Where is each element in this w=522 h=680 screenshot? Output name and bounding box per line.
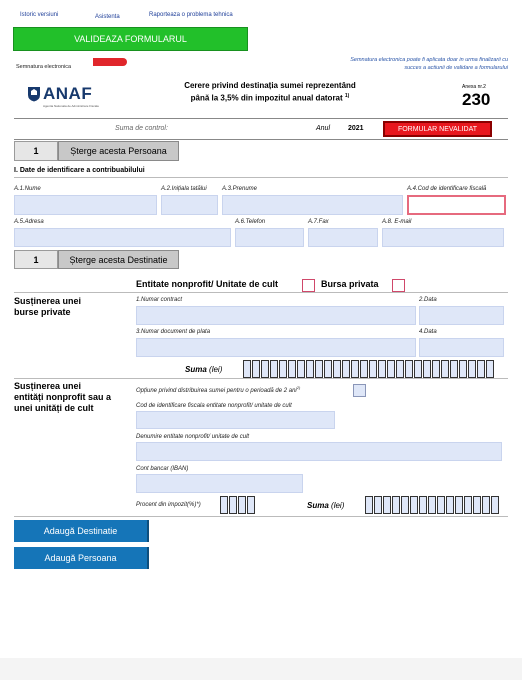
year-value: 2021 — [348, 125, 364, 132]
divider-bottom — [14, 516, 508, 517]
iban-label: Cont bancar (IBAN) — [136, 466, 189, 472]
anaf-logo — [27, 84, 107, 110]
year-label: Anul — [316, 125, 331, 132]
email-label: A.8. E-mail — [382, 219, 412, 225]
prenume-input[interactable] — [222, 195, 403, 215]
divider-entitate — [14, 378, 508, 379]
bursa-option-label: Bursa privata — [321, 279, 379, 289]
form-title-footnote: 1) — [344, 93, 350, 99]
add-persoana-button[interactable]: Adaugă Persoana — [14, 547, 149, 569]
fax-label: A.7.Fax — [308, 219, 329, 225]
entitate-suma-label: Suma (lei) — [307, 501, 345, 510]
form-title-line2: până la 3,5% din impozitul anual datorat — [190, 93, 343, 103]
divider-top — [14, 118, 508, 119]
fax-input[interactable] — [308, 228, 378, 247]
bursa-section-title: Susținerea unei burse private — [14, 296, 82, 317]
denumire-label: Denumire entitate nonprofit/ unitate de cult — [136, 434, 250, 440]
control-sum-label: Suma de control: — [115, 125, 168, 132]
signature-note: Semnatura electronica poate fi aplicata doar in urma finalizarii cu succes a actiunii de validare a formularului — [350, 57, 508, 71]
data-contract-label: 2.Data — [419, 297, 437, 303]
data-document-label: 4.Data — [419, 329, 437, 335]
adresa-input[interactable] — [14, 228, 231, 247]
procent-input[interactable] — [220, 496, 256, 514]
cod-fiscal-input[interactable] — [407, 195, 506, 215]
prenume-label: A.3.Prenume — [222, 186, 258, 192]
telefon-input[interactable] — [235, 228, 304, 247]
nume-label: A.1.Nume — [14, 186, 41, 192]
denumire-input[interactable] — [136, 442, 502, 461]
numar-contract-label: 1.Numar contract — [136, 297, 183, 303]
form-title-line1: Cerere privind destinația sumei reprezentând — [184, 81, 356, 90]
bursa-suma-input[interactable] — [243, 360, 495, 378]
form-status-badge: FORMULAR NEVALIDAT — [383, 121, 492, 137]
signature-tag-icon[interactable] — [93, 58, 127, 66]
link-istoric-versiuni[interactable]: Istoric versiuni — [20, 12, 59, 18]
bursa-suma-label: Suma (lei) — [185, 365, 223, 374]
initiala-label: A.2.Inițiala tatălui — [161, 186, 207, 192]
anaf-wordmark: ANAF — [43, 84, 93, 103]
divider-section1 — [14, 177, 508, 178]
entitate-suma-input[interactable] — [365, 496, 500, 514]
page-footer-band — [0, 658, 522, 680]
numar-contract-input[interactable] — [136, 306, 416, 325]
data-document-input[interactable] — [419, 338, 504, 357]
destinatie-index: 1 — [14, 250, 58, 269]
validate-form-button[interactable]: VALIDEAZA FORMULARUL — [13, 27, 248, 51]
delete-destinatie-button[interactable]: Șterge acesta Destinatie — [58, 250, 179, 269]
optiune-label: Opțiune privind distribuirea sumei pentru o perioadă de 2 ani$^{2)}$ — [136, 385, 301, 394]
entitate-checkbox[interactable] — [302, 279, 315, 292]
optiune-2-ani-checkbox[interactable] — [353, 384, 366, 397]
email-input[interactable] — [382, 228, 504, 247]
form-title — [150, 80, 390, 104]
link-asistenta[interactable]: Asistenta — [95, 14, 120, 20]
anaf-subtitle: Agentia Nationala de Administrare Fiscala — [43, 104, 99, 108]
numar-document-label: 3.Numar document de plata — [136, 329, 211, 335]
form-number: 230 — [462, 90, 491, 109]
procent-label: Procent din impozit(%)*) — [136, 502, 201, 508]
entitate-cod-fiscal-label: Cod de identificare fiscala entitate nonprofit/ unitate de cult — [136, 403, 292, 409]
entitate-section-title: Susținerea unei entități nonprofit sau a unei unități de cult — [14, 381, 112, 413]
telefon-label: A.6.Telefon — [235, 219, 266, 225]
numar-document-input[interactable] — [136, 338, 416, 357]
bursa-checkbox[interactable] — [392, 279, 405, 292]
nume-input[interactable] — [14, 195, 157, 215]
iban-input[interactable] — [136, 474, 303, 493]
signature-label: Semnatura electronica — [16, 64, 72, 70]
entitate-cod-fiscal-input[interactable] — [136, 411, 335, 429]
initiala-input[interactable] — [161, 195, 218, 215]
cod-fiscal-label: A.4.Cod de identificare fiscală — [407, 186, 487, 192]
anexa-label: Anexa nr.2 — [462, 84, 486, 90]
delete-persoana-button[interactable]: Șterge acesta Persoana — [58, 141, 179, 161]
link-raporteaza-problema[interactable]: Raporteaza o problema tehnica — [149, 12, 233, 18]
adresa-label: A.5.Adresa — [14, 219, 44, 225]
persoana-index: 1 — [14, 141, 58, 161]
entitate-option-label: Entitate nonprofit/ Unitate de cult — [136, 279, 278, 289]
add-destinatie-button[interactable]: Adaugă Destinatie — [14, 520, 149, 542]
anaf-shield-icon — [27, 86, 41, 102]
divider-control — [14, 139, 508, 140]
data-contract-input[interactable] — [419, 306, 504, 325]
section-identification-title: I. Date de identificare a contribuabilului — [14, 167, 145, 174]
divider-bursa — [14, 292, 508, 293]
